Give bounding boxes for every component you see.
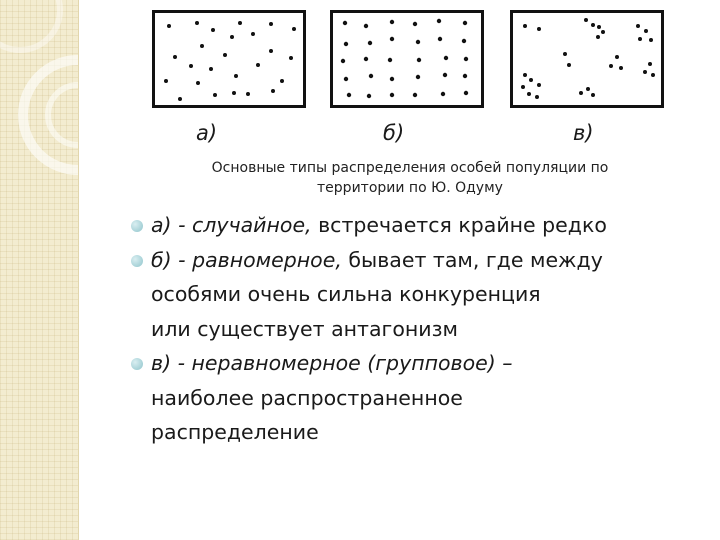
bullet-dot-icon <box>131 255 143 267</box>
panel-label-a: а) <box>196 121 218 145</box>
bullet-text-segment: встречается крайне редко <box>311 213 607 237</box>
bullet-text-segment: особями очень сильна конкуренция <box>151 282 541 306</box>
panel-uniform-distribution <box>330 10 484 108</box>
bullet-text-segment: распределение <box>151 420 319 444</box>
bullet-line <box>151 312 706 347</box>
bullet-item <box>131 346 706 450</box>
panel-label-c: в) <box>573 121 594 145</box>
bullet-line <box>151 277 706 312</box>
bullet-line <box>151 243 706 278</box>
bullet-list <box>131 208 706 450</box>
bullet-text-segment: бывает там, где между <box>341 247 603 272</box>
bullet-line <box>151 346 706 381</box>
figure-caption <box>150 158 670 198</box>
swirl-ornament-icon <box>0 0 78 540</box>
bullet-text-segment: в) - неравномерное (групповое) – <box>151 351 513 375</box>
bullet-text-segment: или существует антагонизм <box>151 316 458 341</box>
bullet-text-segment: б) - равномерное, <box>151 247 342 272</box>
bullet-line <box>151 381 706 416</box>
bullet-text-segment: а) - случайное, <box>151 213 312 237</box>
decorative-side-strip <box>0 0 79 540</box>
caption-line-1: Основные типы распределения особей популяции по <box>211 160 609 176</box>
panel-label-b: б) <box>383 121 405 145</box>
bullet-line <box>151 208 706 243</box>
caption-line-2: территории по Ю. Одуму <box>317 180 503 196</box>
bullet-text-segment: наиболее распространенное <box>151 385 463 410</box>
bullet-dot-icon <box>131 220 143 232</box>
panel-random-distribution <box>152 10 306 108</box>
panel-clumped-distribution <box>510 10 664 108</box>
bullet-item <box>131 208 706 243</box>
bullet-dot-icon <box>131 358 143 370</box>
bullet-line <box>151 415 706 450</box>
bullet-item <box>131 243 706 347</box>
